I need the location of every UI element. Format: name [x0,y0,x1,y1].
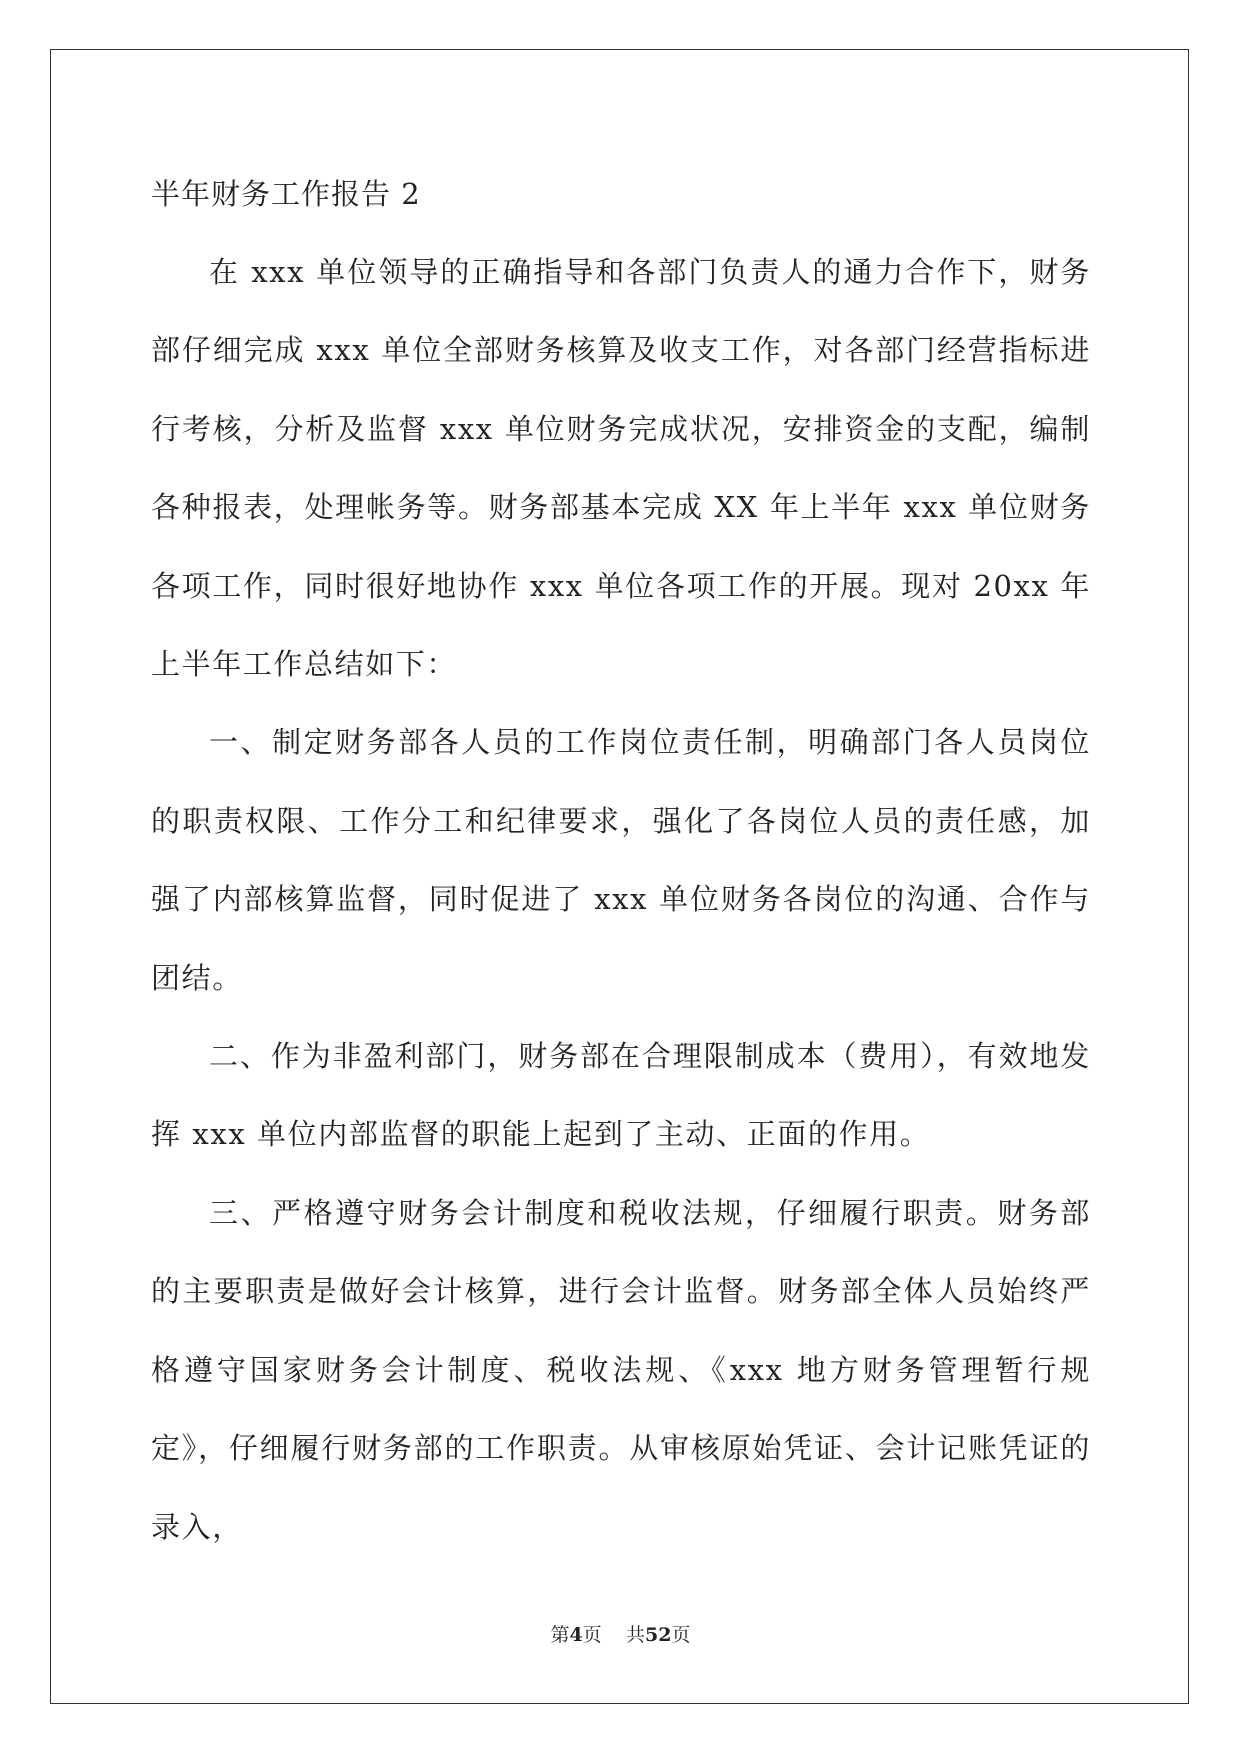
total-prefix: 共 [625,1624,645,1646]
page-prefix: 第 [550,1624,570,1646]
page-footer [0,1620,1241,1647]
paragraph-item-2: 二、作为非盈利部门，财务部在合理限制成本（费用），有效地发挥 xxx 单位内部监督的职能上起到了主动、正面的作用。 [151,1039,1091,1152]
document-body [151,155,1091,1566]
document-title: 半年财务工作报告 2 [151,177,421,211]
paragraph-item-1: 一、制定财务部各人员的工作岗位责任制，明确部门各人员岗位的职责权限、工作分工和纪律要求，强化了各岗位人员的责任感，加强了内部核算监督，同时促进了 xxx 单位财务各岗位的沟通、合作与团结。 [151,725,1091,995]
page-suffix: 页 [582,1624,602,1646]
page-number: 4 [569,1624,583,1646]
paragraph-intro: 在 xxx 单位领导的正确指导和各部门负责人的通力合作下，财务部仔细完成 xxx 单位全部财务核算及收支工作，对各部门经营指标进行考核，分析及监督 xxx 单位财务完成状况，安排资金的支配，编制各种报表，处理帐务等。财务部基本完成 XX 年上半年 xxx 单位财务各项工作，同时很好地协作 xxx 单位各项工作的开展。现对 20xx 年上半年工作总结如下： [151,255,1091,682]
paragraph-item-3: 三、严格遵守财务会计制度和税收法规，仔细履行职责。财务部的主要职责是做好会计核算，进行会计监督。财务部全体人员始终严格遵守国家财务会计制度、税收法规、《xxx 地方财务管理暂行规定》，仔细履行财务部的工作职责。从审核原始凭证、会计记账凭证的录入， [151,1195,1091,1544]
total-suffix: 页 [671,1624,691,1646]
total-pages: 52 [644,1624,672,1646]
